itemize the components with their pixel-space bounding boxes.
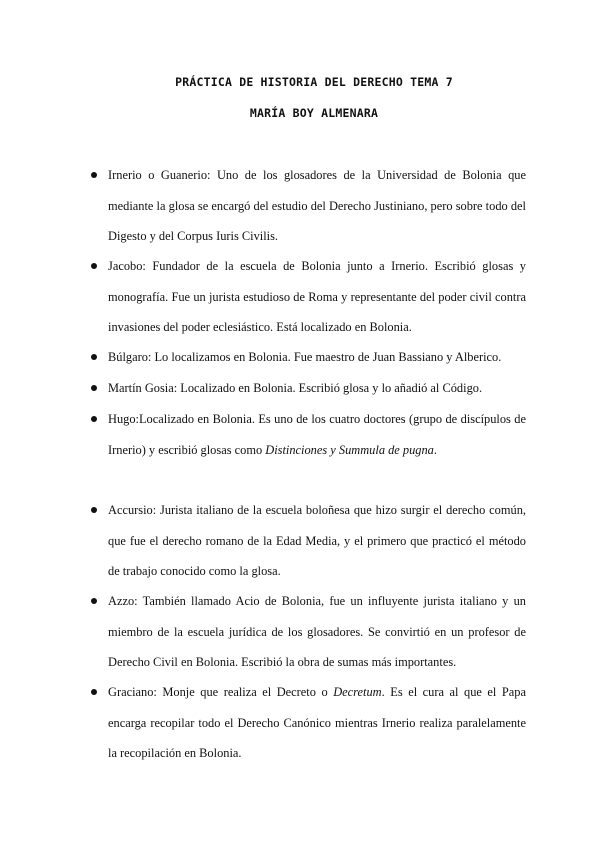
- item-term: Irnerio o Guanerio: [108, 168, 208, 182]
- bullet-icon: [91, 689, 97, 695]
- list-item-jacobo: [108, 251, 526, 343]
- bullet-icon: [91, 263, 97, 269]
- item-italic-title: Decretum: [333, 685, 382, 699]
- document-title: PRÁCTICA DE HISTORIA DEL DERECHO TEMA 7: [175, 75, 453, 89]
- item-description: : Lo localizamos en Bolonia. Fue maestro de Juan Bassiano y Alberico.: [147, 350, 502, 364]
- bullet-icon: [91, 172, 97, 178]
- list-item-graciano: [108, 677, 526, 769]
- bullet-icon: [91, 354, 97, 360]
- item-description: : Monje que realiza el Decreto o: [153, 685, 334, 699]
- item-italic-title: Distinciones y Summula de pugna: [265, 442, 434, 457]
- item-description: : Uno de los glosadores de la Universidad de Bolonia que mediante la glosa se encargó del estudio del Derecho Justiniano, pero sobre todo del Digesto y del Corpus Iuris Civilis.: [108, 168, 526, 243]
- item-term: Hugo: [108, 412, 136, 426]
- bullet-icon: [91, 507, 97, 513]
- item-description: : Fundador de la escuela de Bolonia junto a Irnerio. Escribió glosas y monografía. Fue un jurista estudioso de Roma y representante del poder civil contra invasiones del poder eclesiástico. Está localizado en Bolonia.: [108, 259, 526, 334]
- document-author: MARÍA BOY ALMENARA: [249, 106, 379, 120]
- item-description: :Localizado en Bolonia. Es uno de los cuatro doctores (grupo de discípulos de Irnerio) y escribió glosas como: [108, 412, 526, 457]
- bullet-icon: [91, 598, 97, 604]
- item-term: Martín Gosia: [108, 381, 174, 395]
- item-term: Azzo: [108, 594, 135, 608]
- list-item-bulgaro: [108, 342, 526, 373]
- item-description: : También llamado Acio de Bolonia, fue un influyente jurista italiano y un miembro de la escuela jurídica de los glosadores. Se convirtió en un profesor de Derecho Civil en Bolonia. Escribió la obra de sumas más importantes.: [108, 594, 526, 669]
- item-term: Búlgaro: [108, 350, 148, 364]
- list-item-azzo: [108, 586, 526, 678]
- list-item-accursio: [108, 495, 526, 587]
- list-item-martin-gosia: [108, 373, 526, 404]
- item-description-end: .: [433, 442, 437, 457]
- item-description-end: . Es el cura al que el Papa encarga recopilar todo el Derecho Canónico mientras Irnerio realiza paralelamente la recopilación en Bolonia.: [108, 685, 526, 760]
- item-term: Jacobo: [108, 259, 143, 273]
- item-term: Accursio: [108, 503, 153, 517]
- list-item-hugo: [108, 404, 526, 465]
- list-item-irnerio: [108, 160, 526, 252]
- bullet-icon: [91, 385, 97, 391]
- item-description: : Localizado en Bolonia. Escribió glosa y lo añadió al Código.: [173, 381, 483, 395]
- item-term: Graciano: [108, 685, 154, 699]
- bullet-icon: [91, 416, 97, 422]
- item-description: : Jurista italiano de la escuela boloñesa que hizo surgir el derecho común, que fue el derecho romano de la Edad Media, y el primero que practicó el método de trabajo conocido como la glosa.: [108, 503, 526, 578]
